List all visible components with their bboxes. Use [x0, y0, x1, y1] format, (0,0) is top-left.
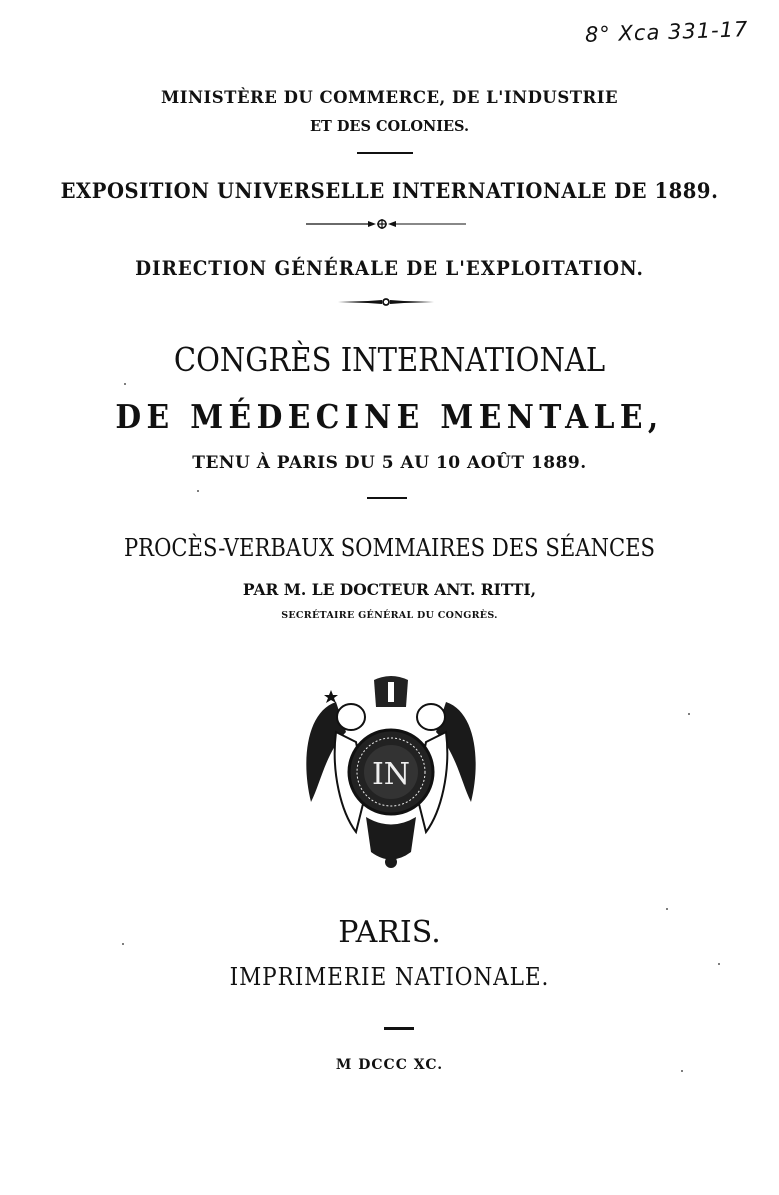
speck: [718, 963, 720, 965]
report-title: PROCÈS-VERBAUX SOMMAIRES DES SÉANCES: [123, 534, 656, 562]
divider-rule: [357, 152, 413, 154]
ornament-divider-icon: [338, 297, 434, 307]
svg-text:IN: IN: [371, 757, 411, 792]
speck: [688, 713, 690, 715]
imprimerie-nationale-emblem-icon: [296, 672, 486, 872]
direction-title: DIRECTION GÉNÉRALE DE L'EXPLOITATION.: [135, 256, 644, 280]
divider-rule: [367, 497, 407, 499]
exposition-title: EXPOSITION UNIVERSELLE INTERNATIONALE DE 1889.: [60, 178, 719, 203]
congress-title-line-2: DE MÉDECINE MENTALE,: [115, 397, 664, 436]
ministry-line-1: MINISTÈRE DU COMMERCE, DE L'INDUSTRIE: [160, 88, 619, 107]
speck: [666, 908, 668, 910]
divider-rule: [384, 1027, 414, 1030]
speck: [681, 1070, 683, 1072]
publication-year: M DCCC XC.: [335, 1057, 444, 1073]
speck: [122, 943, 124, 945]
place-of-publication: PARIS.: [338, 915, 441, 950]
handwritten-shelfmark: 8° Xca 331-17: [584, 17, 749, 47]
author-line: PAR M. LE DOCTEUR ANT. RITTI,: [242, 580, 537, 599]
author-role: SECRÉTAIRE GÉNÉRAL DU CONGRÈS.: [281, 610, 498, 621]
ornament-divider-icon: [306, 218, 466, 230]
congress-title-line-1: CONGRÈS INTERNATIONAL: [173, 340, 606, 379]
ministry-line-2: ET DES COLONIES.: [309, 118, 470, 135]
congress-dates: TENU À PARIS DU 5 AU 10 AOÛT 1889.: [192, 453, 587, 473]
speck: [124, 383, 126, 385]
speck: [197, 490, 199, 492]
publisher: IMPRIMERIE NATIONALE.: [229, 963, 550, 991]
